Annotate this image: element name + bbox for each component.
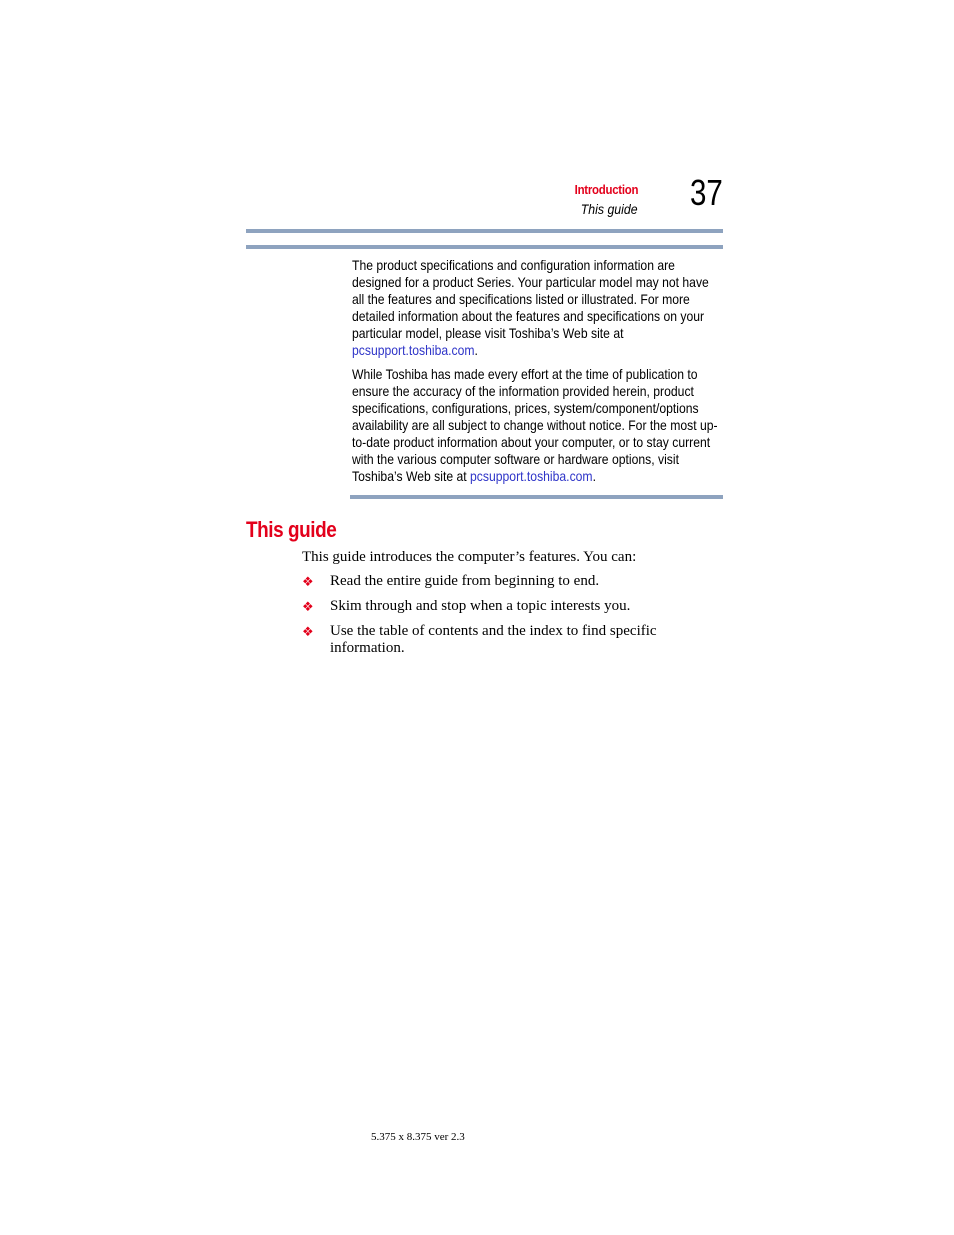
list-item	[302, 573, 702, 590]
note-paragraph-1	[352, 257, 724, 359]
list-item	[302, 623, 702, 657]
list-item-text: Skim through and stop when a topic interests you.	[330, 598, 631, 614]
header-subsection-title: This guide	[581, 201, 638, 217]
section-title: This guide	[246, 517, 337, 542]
footer-version: 5.375 x 8.375 ver 2.3	[371, 1131, 465, 1143]
note-paragraph-1-end: .	[474, 342, 478, 358]
header-section-title: Introduction	[574, 182, 638, 197]
list-item-text: Use the table of contents and the index to find specific information.	[330, 623, 657, 656]
note-box	[352, 257, 718, 492]
page-number: 37	[690, 172, 723, 213]
toshiba-support-link-2[interactable]: pcsupport.toshiba.com	[470, 468, 593, 484]
note-paragraph-1-text: The product specifications and configuration information are designed for a product Series. Your particular model may not have all the features and specifications listed or illustrated. For more detailed information about the features and specifications on your particular model, please visit Toshiba’s Web site at	[352, 257, 709, 341]
diamond-bullet-icon: ❖	[302, 624, 314, 639]
diamond-bullet-icon: ❖	[302, 599, 314, 614]
note-paragraph-2-end: .	[592, 468, 596, 484]
list-item-text: Read the entire guide from beginning to end.	[330, 573, 600, 589]
header-rule-bottom	[246, 245, 723, 249]
note-rule	[350, 495, 723, 499]
note-paragraph-2-text: While Toshiba has made every effort at the time of publication to ensure the accuracy of the information provided herein, product specifications, configurations, prices, system/component/options availability are all subject to change without notice. For the most up-to-date product information about your computer, or to stay current with the various computer software or hardware options, visit Toshiba’s Web site at	[352, 366, 718, 484]
feature-list	[302, 573, 702, 665]
list-item	[302, 598, 702, 615]
diamond-bullet-icon: ❖	[302, 574, 314, 589]
header-rule-top	[246, 229, 723, 233]
note-paragraph-2	[352, 366, 724, 485]
section-intro: This guide introduces the computer’s features. You can:	[302, 549, 637, 565]
toshiba-support-link-1[interactable]: pcsupport.toshiba.com	[352, 342, 475, 358]
